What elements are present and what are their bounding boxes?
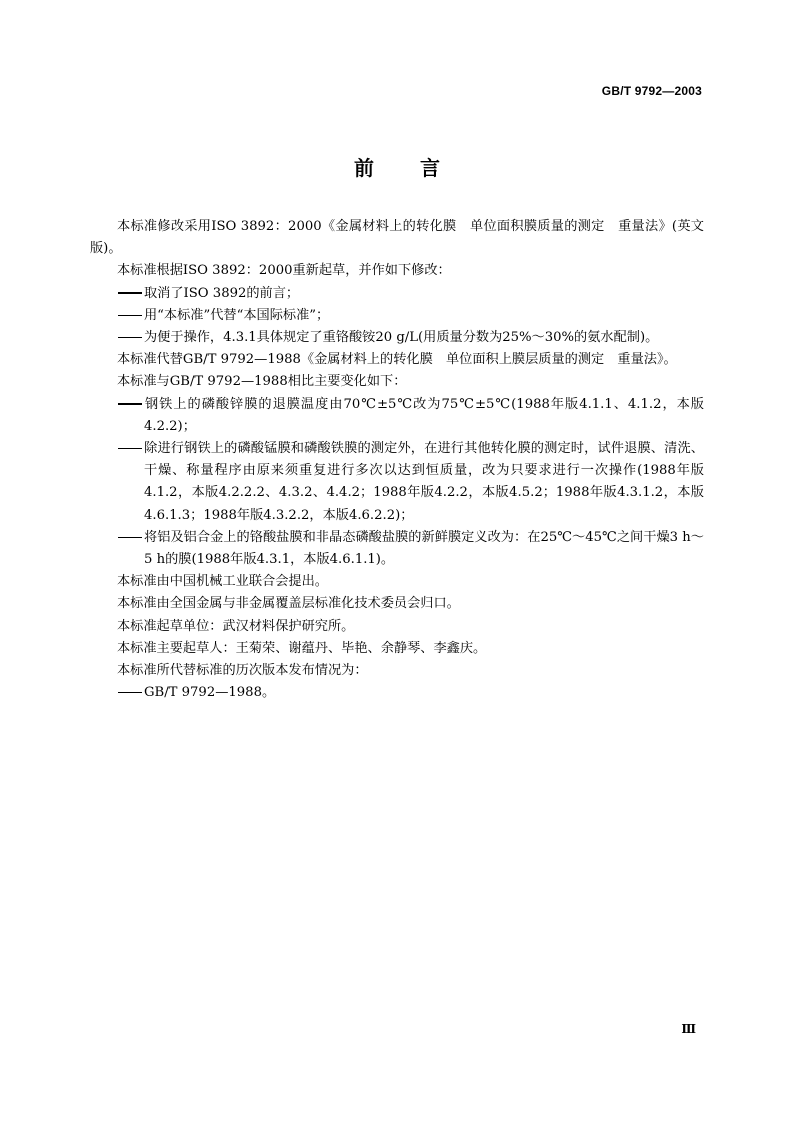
dash-mark <box>118 283 144 305</box>
title-char-1: 前 <box>354 156 374 180</box>
dash-mark <box>118 394 144 416</box>
list-item: 取消了ISO 3892的前言； <box>90 283 704 305</box>
foreword-body <box>90 216 704 704</box>
dash-mark <box>118 327 144 349</box>
paragraph-committee: 本标准由全国金属与非金属覆盖层标准化技术委员会归口。 <box>117 596 460 612</box>
paragraph-changes: 本标准与GB/T 9792—1988相比主要变化如下： <box>117 374 407 390</box>
paragraph-adoption: 本标准修改采用ISO 3892：2000《金属材料上的转化膜 单位面积膜质量的测定 重量法》(英文版)。 <box>90 219 704 257</box>
dash-mark <box>118 305 144 327</box>
list-item: GB/T 9792—1988。 <box>90 682 704 704</box>
page-title <box>0 152 794 181</box>
dash-mark <box>118 682 144 704</box>
title-char-2: 言 <box>420 156 440 180</box>
paragraph-redraft: 本标准根据ISO 3892：2000重新起草，并作如下修改： <box>117 263 451 279</box>
list-item: 为便于操作，4.3.1具体规定了重铬酸铵20 g/L(用质量分数为25%～30%的氨水配制)。 <box>90 327 704 349</box>
list-item: 将铝及铝合金上的铬酸盐膜和非晶态磷酸盐膜的新鲜膜定义改为：在25℃～45℃之间干燥3 h～5 h的膜(1988年版4.3.1，本版4.6.1.1)。 <box>90 527 704 571</box>
dash-mark <box>118 527 144 549</box>
paragraph-drafting-unit: 本标准起草单位：武汉材料保护研究所。 <box>117 618 355 634</box>
paragraph-replaces: 本标准代替GB/T 9792—1988《金属材料上的转化膜 单位面积上膜层质量的测定 重量法》。 <box>117 352 677 368</box>
paragraph-proposer: 本标准由中国机械工业联合会提出。 <box>117 574 328 590</box>
standard-code: GB/T 9792—2003 <box>601 84 702 98</box>
list-item: 用“本标准”代替“本国际标准”； <box>90 305 704 327</box>
list-item: 钢铁上的磷酸锌膜的退膜温度由70℃±5℃改为75℃±5℃(1988年版4.1.1、4.1.2，本版4.2.2)； <box>90 394 704 438</box>
dash-mark <box>118 438 144 460</box>
paragraph-drafters: 本标准主要起草人：王菊荣、谢蕴丹、毕艳、余静琴、李鑫庆。 <box>117 640 487 656</box>
page-number: Ⅲ <box>681 1022 696 1036</box>
paragraph-history: 本标准所代替标准的历次版本发布情况为： <box>117 663 368 679</box>
list-item: 除进行钢铁上的磷酸锰膜和磷酸铁膜的测定外，在进行其他转化膜的测定时，试件退膜、清洗、干燥、称量程序由原来须重复进行多次以达到恒质量，改为只要求进行一次操作(1988年版4.1.2，本版4.2.2.2、4.3.2、4.4.2；1988年版4.2.2，本版4.5.2；1988年版4.3.1.2，本版4.6.1.3；1988年版4.3.2.2，本版4.6.2.2)； <box>90 438 704 527</box>
